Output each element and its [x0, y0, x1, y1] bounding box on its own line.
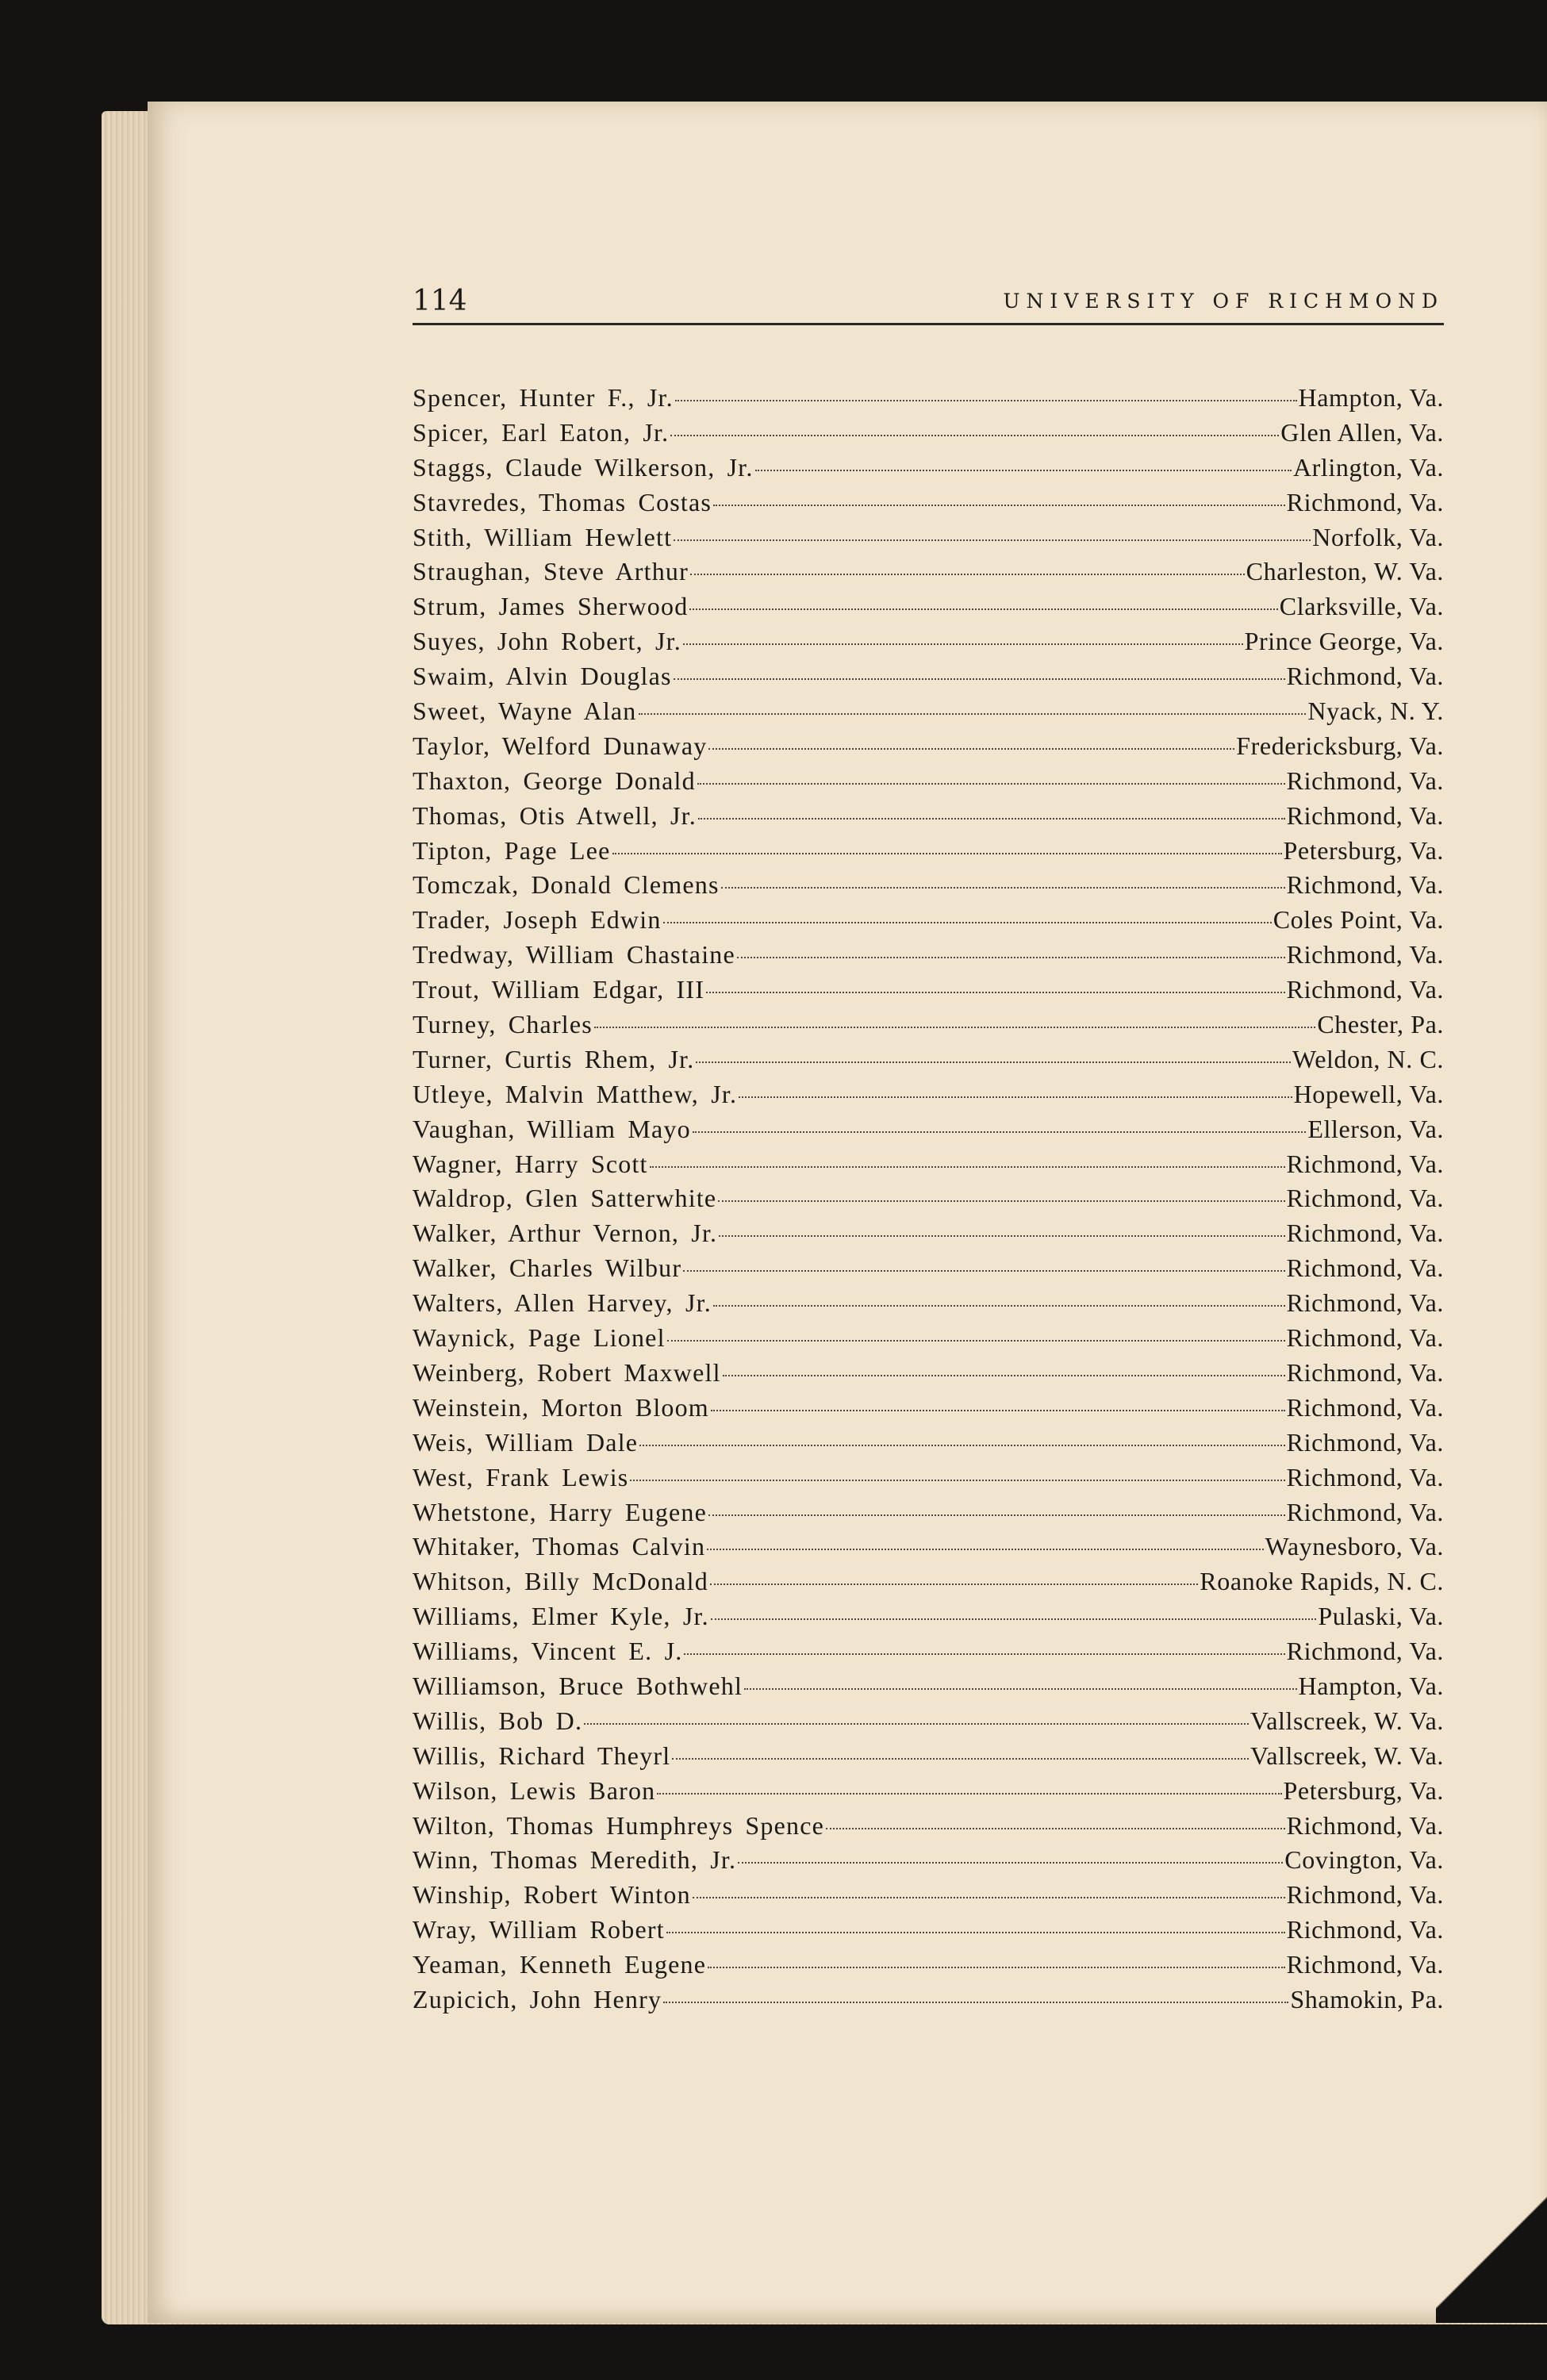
roster-entry	[413, 764, 1444, 799]
dot-leader	[684, 1653, 1284, 1655]
roster-entry	[413, 1042, 1444, 1077]
student-name: Weinstein, Morton Bloom	[413, 1392, 709, 1422]
student-roster	[413, 381, 1444, 2017]
roster-entry	[413, 799, 1444, 834]
hometown: Richmond, Va.	[1286, 1219, 1444, 1248]
roster-entry	[413, 381, 1444, 416]
roster-entry	[413, 1251, 1444, 1286]
student-name: Tredway, William Chastaine	[413, 940, 735, 969]
roster-entry	[413, 1948, 1444, 1983]
roster-entry	[413, 1181, 1444, 1216]
hometown: Shamokin, Pa.	[1290, 1984, 1444, 2013]
roster-entry	[413, 1321, 1444, 1356]
student-name: Willis, Richard Theyrl	[413, 1741, 671, 1770]
hometown: Vallscreek, W. Va.	[1250, 1741, 1444, 1770]
roster-entry	[413, 868, 1444, 903]
hometown: Richmond, Va.	[1286, 1392, 1444, 1422]
roster-entry	[413, 1669, 1444, 1704]
roster-entry	[413, 416, 1444, 451]
student-name: Sweet, Wayne Alan	[413, 697, 637, 726]
roster-entry	[413, 486, 1444, 520]
hometown: Waynesboro, Va.	[1265, 1532, 1444, 1561]
dot-leader	[739, 1096, 1292, 1098]
roster-entry	[413, 555, 1444, 589]
student-name: Wray, William Robert	[413, 1915, 665, 1944]
hometown: Richmond, Va.	[1286, 1915, 1444, 1944]
roster-entry	[413, 589, 1444, 624]
page-number: 114	[413, 285, 467, 317]
hometown: Hampton, Va.	[1298, 383, 1444, 412]
student-name: Tipton, Page Lee	[413, 835, 611, 865]
hometown: Pulaski, Va.	[1318, 1602, 1444, 1631]
roster-entry	[413, 1356, 1444, 1391]
dot-leader	[594, 1027, 1315, 1028]
roster-entry	[413, 938, 1444, 973]
dot-leader	[708, 1514, 1285, 1516]
student-name: Wagner, Harry Scott	[413, 1149, 648, 1178]
dot-leader	[711, 1618, 1317, 1620]
roster-entry	[413, 1913, 1444, 1948]
hometown: Hopewell, Va.	[1293, 1079, 1444, 1108]
hometown: Fredericksburg, Va.	[1236, 731, 1444, 760]
student-name: Williams, Vincent E. J.	[413, 1637, 683, 1666]
roster-entry	[413, 1147, 1444, 1182]
roster-entry	[413, 1495, 1444, 1530]
hometown: Richmond, Va.	[1286, 975, 1444, 1004]
student-name: Waynick, Page Lionel	[413, 1323, 666, 1353]
dot-leader	[657, 1793, 1281, 1795]
roster-entry	[413, 694, 1444, 729]
dot-leader	[711, 1410, 1285, 1411]
dot-leader	[674, 539, 1311, 541]
dot-leader	[612, 853, 1282, 854]
hometown: Richmond, Va.	[1286, 1427, 1444, 1457]
hometown: Nyack, N. Y.	[1307, 697, 1444, 726]
roster-entry	[413, 834, 1444, 869]
student-name: Taylor, Welford Dunaway	[413, 731, 708, 760]
hometown: Richmond, Va.	[1286, 870, 1444, 900]
roster-entry	[413, 1599, 1444, 1634]
roster-entry	[413, 1461, 1444, 1495]
roster-entry	[413, 1634, 1444, 1669]
hometown: Covington, Va.	[1284, 1845, 1444, 1875]
dot-leader	[663, 2002, 1288, 2003]
roster-entry	[413, 1809, 1444, 1844]
hometown: Petersburg, Va.	[1283, 835, 1444, 865]
roster-entry	[413, 903, 1444, 938]
hometown: Weldon, N. C.	[1292, 1044, 1444, 1073]
hometown: Clarksville, Va.	[1279, 592, 1444, 621]
dot-leader	[710, 1583, 1198, 1585]
student-name: Whitson, Billy McDonald	[413, 1567, 708, 1596]
hometown: Richmond, Va.	[1286, 1288, 1444, 1318]
hometown: Ellerson, Va.	[1307, 1114, 1444, 1143]
roster-entry	[413, 1112, 1444, 1147]
student-name: Utleye, Malvin Matthew, Jr.	[413, 1079, 738, 1108]
student-name: Spicer, Earl Eaton, Jr.	[413, 417, 670, 447]
hometown: Richmond, Va.	[1286, 487, 1444, 516]
roster-entry	[413, 1216, 1444, 1251]
student-name: Wilson, Lewis Baron	[413, 1775, 656, 1805]
dot-leader	[718, 1200, 1284, 1202]
roster-entry	[413, 520, 1444, 555]
hometown: Richmond, Va.	[1286, 1357, 1444, 1387]
page-corner	[1436, 2180, 1547, 2323]
roster-entry	[413, 1391, 1444, 1426]
hometown: Charleston, W. Va.	[1246, 557, 1444, 586]
student-name: Tomczak, Donald Clemens	[413, 870, 720, 900]
hometown: Richmond, Va.	[1286, 766, 1444, 795]
hometown: Arlington, Va.	[1292, 452, 1444, 482]
dot-leader	[690, 574, 1245, 575]
dot-leader	[707, 1549, 1263, 1550]
hometown: Richmond, Va.	[1286, 1880, 1444, 1910]
roster-entry	[413, 1843, 1444, 1878]
dot-leader	[744, 1688, 1296, 1690]
hometown: Petersburg, Va.	[1283, 1775, 1444, 1805]
dot-leader	[584, 1723, 1249, 1725]
student-name: Waldrop, Glen Satterwhite	[413, 1184, 717, 1213]
hometown: Richmond, Va.	[1286, 1184, 1444, 1213]
student-name: Suyes, John Robert, Jr.	[413, 627, 681, 656]
hometown: Chester, Pa.	[1317, 1010, 1444, 1039]
roster-entry	[413, 624, 1444, 659]
dot-leader	[696, 1061, 1291, 1063]
dot-leader	[650, 1166, 1285, 1168]
student-name: Zupicich, John Henry	[413, 1984, 662, 2013]
header-rule	[413, 323, 1444, 325]
dot-leader	[666, 1932, 1285, 1933]
student-name: Whitaker, Thomas Calvin	[413, 1532, 706, 1561]
student-name: Thomas, Otis Atwell, Jr.	[413, 800, 697, 830]
roster-entry	[413, 729, 1444, 764]
student-name: Walker, Arthur Vernon, Jr.	[413, 1219, 718, 1248]
student-name: Vaughan, William Mayo	[413, 1114, 691, 1143]
roster-entry	[413, 451, 1444, 486]
student-name: Whetstone, Harry Eugene	[413, 1497, 708, 1526]
hometown: Hampton, Va.	[1298, 1671, 1444, 1700]
hometown: Richmond, Va.	[1286, 940, 1444, 969]
student-name: Wilton, Thomas Humphreys Spence	[413, 1810, 825, 1840]
roster-entry	[413, 1286, 1444, 1321]
dot-leader	[674, 678, 1285, 680]
dot-leader	[689, 608, 1277, 610]
student-name: Strum, James Sherwood	[413, 592, 689, 621]
student-name: Stith, William Hewlett	[413, 522, 673, 551]
hometown: Richmond, Va.	[1286, 1637, 1444, 1666]
student-name: Willis, Bob D.	[413, 1706, 583, 1735]
dot-leader	[639, 1445, 1284, 1446]
dot-leader	[683, 1270, 1284, 1272]
student-name: Turner, Curtis Rhem, Jr.	[413, 1044, 695, 1073]
dot-leader	[675, 400, 1297, 401]
hometown: Roanoke Rapids, N. C.	[1200, 1567, 1444, 1596]
dot-leader	[683, 643, 1243, 645]
roster-entry	[413, 1774, 1444, 1809]
dot-leader	[738, 1862, 1283, 1864]
dot-leader	[693, 1897, 1285, 1898]
dot-leader	[639, 713, 1307, 715]
dot-leader	[697, 783, 1285, 785]
roster-entry	[413, 1564, 1444, 1599]
dot-leader	[721, 887, 1285, 889]
dot-leader	[670, 435, 1279, 436]
hometown: Richmond, Va.	[1286, 662, 1444, 691]
dot-leader	[713, 505, 1285, 506]
student-name: West, Frank Lewis	[413, 1462, 629, 1491]
student-name: Turney, Charles	[413, 1010, 593, 1039]
running-head	[413, 282, 1444, 321]
student-name: Trader, Joseph Edwin	[413, 905, 662, 935]
student-name: Williamson, Bruce Bothwehl	[413, 1671, 743, 1700]
dot-leader	[755, 470, 1292, 471]
dot-leader	[708, 748, 1234, 750]
hometown: Richmond, Va.	[1286, 1497, 1444, 1526]
dot-leader	[723, 1375, 1285, 1376]
dot-leader	[667, 1340, 1285, 1342]
dot-leader	[719, 1235, 1284, 1237]
student-name: Walker, Charles Wilbur	[413, 1253, 682, 1283]
hometown: Richmond, Va.	[1286, 1810, 1444, 1840]
student-name: Weis, William Dale	[413, 1427, 639, 1457]
roster-entry	[413, 1077, 1444, 1112]
student-name: Straughan, Steve Arthur	[413, 557, 689, 586]
student-name: Stavredes, Thomas Costas	[413, 487, 712, 516]
roster-entry	[413, 1739, 1444, 1774]
roster-entry	[413, 1530, 1444, 1564]
roster-entry	[413, 1878, 1444, 1913]
dot-leader	[663, 922, 1272, 923]
roster-entry	[413, 659, 1444, 694]
student-name: Winship, Robert Winton	[413, 1880, 691, 1910]
hometown: Norfolk, Va.	[1312, 522, 1444, 551]
hometown: Richmond, Va.	[1286, 1323, 1444, 1353]
roster-entry	[413, 1704, 1444, 1739]
dot-leader	[708, 1967, 1285, 1968]
student-name: Trout, William Edgar, III	[413, 975, 705, 1004]
dot-leader	[706, 992, 1285, 993]
student-name: Winn, Thomas Meredith, Jr.	[413, 1845, 737, 1875]
hometown: Glen Allen, Va.	[1280, 417, 1444, 447]
student-name: Swaim, Alvin Douglas	[413, 662, 672, 691]
roster-entry	[413, 973, 1444, 1008]
roster-entry	[413, 1426, 1444, 1461]
roster-entry	[413, 1008, 1444, 1042]
dot-leader	[826, 1828, 1285, 1829]
hometown: Richmond, Va.	[1286, 800, 1444, 830]
dot-leader	[737, 957, 1285, 958]
dot-leader	[630, 1480, 1284, 1481]
student-name: Staggs, Claude Wilkerson, Jr.	[413, 452, 754, 482]
hometown: Vallscreek, W. Va.	[1250, 1706, 1444, 1735]
hometown: Coles Point, Va.	[1273, 905, 1444, 935]
student-name: Weinberg, Robert Maxwell	[413, 1357, 721, 1387]
student-name: Thaxton, George Donald	[413, 766, 696, 795]
running-title: UNIVERSITY OF RICHMOND	[1003, 290, 1444, 313]
hometown: Richmond, Va.	[1286, 1462, 1444, 1491]
hometown: Richmond, Va.	[1286, 1253, 1444, 1283]
student-name: Williams, Elmer Kyle, Jr.	[413, 1602, 709, 1631]
student-name: Spencer, Hunter F., Jr.	[413, 383, 674, 412]
roster-entry	[413, 1983, 1444, 2017]
student-name: Walters, Allen Harvey, Jr.	[413, 1288, 712, 1318]
dot-leader	[698, 818, 1285, 820]
hometown: Prince George, Va.	[1244, 627, 1444, 656]
dot-leader	[693, 1131, 1307, 1133]
hometown: Richmond, Va.	[1286, 1950, 1444, 1979]
student-name: Yeaman, Kenneth Eugene	[413, 1950, 707, 1979]
dot-leader	[713, 1305, 1285, 1307]
dot-leader	[672, 1758, 1249, 1760]
hometown: Richmond, Va.	[1286, 1149, 1444, 1178]
